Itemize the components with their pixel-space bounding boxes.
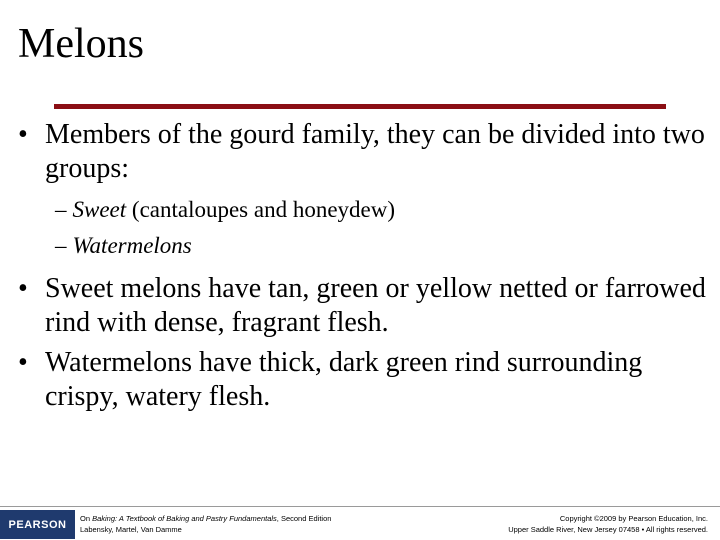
footer-authors: Labensky, Martel, Van Damme bbox=[80, 525, 182, 534]
sub-item-emphasis: Sweet bbox=[72, 197, 127, 222]
footer-address: Upper Saddle River, New Jersey 07458 • All rights reserved. bbox=[508, 525, 708, 534]
sub-item-watermelons bbox=[55, 232, 192, 260]
bullet-text: Watermelons have thick, dark green rind surrounding crispy, watery flesh. bbox=[45, 347, 643, 412]
bullet-item-gourd-family bbox=[18, 118, 708, 186]
sub-item-text: (cantaloupes and honeydew) bbox=[126, 197, 396, 222]
sub-item-emphasis: Watermelons bbox=[72, 233, 192, 258]
footer-book-info bbox=[80, 513, 331, 535]
pearson-logo: PEARSON bbox=[0, 510, 75, 539]
title-underline bbox=[54, 104, 666, 109]
footer-edition: , Second Edition bbox=[276, 514, 332, 523]
dash-marker: – bbox=[55, 197, 67, 222]
bullet-marker: • bbox=[18, 119, 28, 150]
sub-item-sweet bbox=[55, 196, 395, 224]
bullet-item-sweet-melons bbox=[18, 272, 708, 340]
footer-prefix: On bbox=[80, 514, 93, 523]
footer-book-line bbox=[80, 513, 331, 524]
bullet-item-watermelons bbox=[18, 346, 708, 414]
bullet-marker: • bbox=[18, 347, 28, 378]
footer-copyright-block bbox=[508, 513, 708, 535]
slide-title: Melons bbox=[18, 21, 144, 67]
bullet-marker: • bbox=[18, 273, 28, 304]
footer-copyright: Copyright ©2009 by Pearson Education, Inc. bbox=[559, 514, 708, 523]
footer-divider bbox=[0, 506, 720, 507]
dash-marker: – bbox=[55, 233, 67, 258]
bullet-text: Members of the gourd family, they can be divided into two groups: bbox=[45, 119, 705, 184]
bullet-text: Sweet melons have tan, green or yellow netted or farrowed rind with dense, fragrant flesh. bbox=[45, 273, 706, 338]
footer-book-title: Baking: A Textbook of Baking and Pastry Fundamentals bbox=[92, 514, 277, 523]
